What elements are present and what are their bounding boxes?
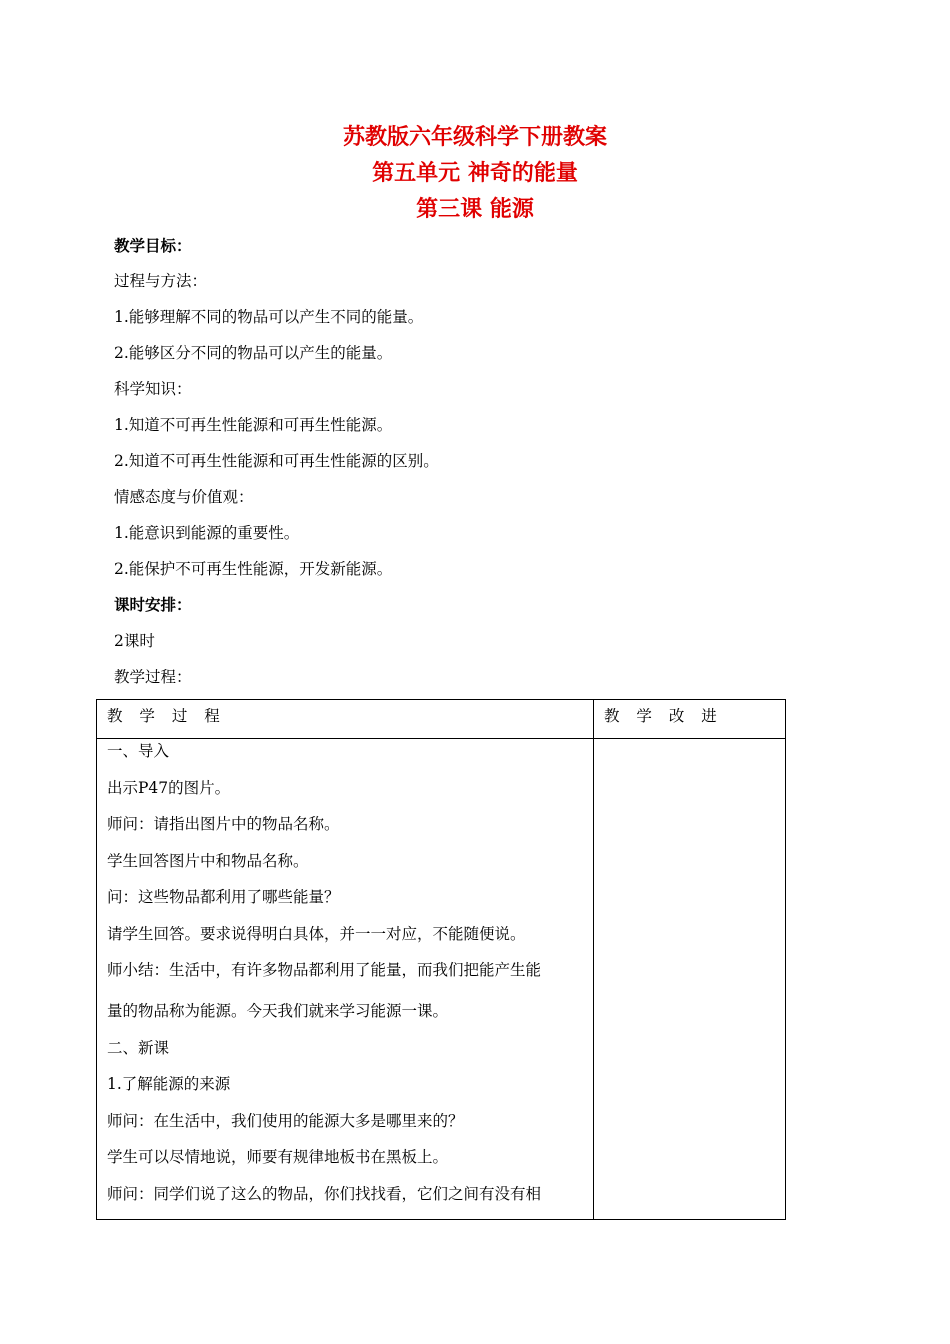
table-row: 师问：在生活中，我们使用的能源大多是哪里来的？ <box>107 1111 464 1130</box>
objective-item: 2.能保护不可再生性能源，开发新能源。 <box>114 560 393 578</box>
objective-item: 1.能意识到能源的重要性。 <box>114 524 300 542</box>
objective-item: 1.知道不可再生性能源和可再生性能源。 <box>114 416 393 434</box>
objective-item: 2.知道不可再生性能源和可再生性能源的区别。 <box>114 452 439 470</box>
process-label: 教学过程： <box>114 668 192 686</box>
document-title: 苏教版六年级科学下册教案 <box>342 124 607 150</box>
table-row: 请学生回答。要求说得明白具体，并一一对应，不能随便说。 <box>107 924 526 943</box>
header-cell-improve <box>594 700 786 739</box>
objectives-heading: 教学目标： <box>114 236 192 255</box>
header-cell-process <box>97 700 594 739</box>
attitude-label: 情感态度与价值观： <box>114 488 254 506</box>
objective-item: 1.能够理解不同的物品可以产生不同的能量。 <box>114 308 424 326</box>
column-header-improve: 教 学 改 进 <box>604 707 723 725</box>
table-row: 学生可以尽情地说，师要有规律地板书在黑板上。 <box>107 1148 449 1166</box>
table-row: 问：这些物品都利用了哪些能量？ <box>107 888 340 906</box>
table-row: 二、新课 <box>107 1038 170 1057</box>
table-row: 学生回答图片中和物品名称。 <box>107 851 309 870</box>
improvement-cell <box>594 739 786 1220</box>
process-method-label: 过程与方法： <box>114 272 208 290</box>
schedule-heading: 课时安排： <box>114 595 192 614</box>
table-row: 出示P47的图片。 <box>107 778 231 797</box>
objective-item: 2.能够区分不同的物品可以产生的能量。 <box>114 344 393 362</box>
table-row: 量的物品称为能源。今天我们就来学习能源一课。 <box>107 1002 449 1020</box>
table-row: 师问：请指出图片中的物品名称。 <box>107 815 340 833</box>
table-row: 1.了解能源的来源 <box>107 1075 231 1093</box>
unit-title: 第五单元 神奇的能量 <box>372 160 578 186</box>
lesson-title: 第三课 能源 <box>416 196 534 222</box>
column-header-process: 教 学 过 程 <box>107 707 226 725</box>
teaching-process-table <box>96 699 786 1220</box>
table-row: 师问：同学们说了这么的物品，你们找找看，它们之间有没有相 <box>107 1184 542 1203</box>
table-row: 一、导入 <box>107 742 170 760</box>
knowledge-label: 科学知识： <box>114 380 192 398</box>
table-row: 师小结：生活中，有许多物品都利用了能量，而我们把能产生能 <box>107 961 542 979</box>
schedule-value: 2课时 <box>114 632 155 650</box>
process-content-cell <box>97 739 594 1220</box>
